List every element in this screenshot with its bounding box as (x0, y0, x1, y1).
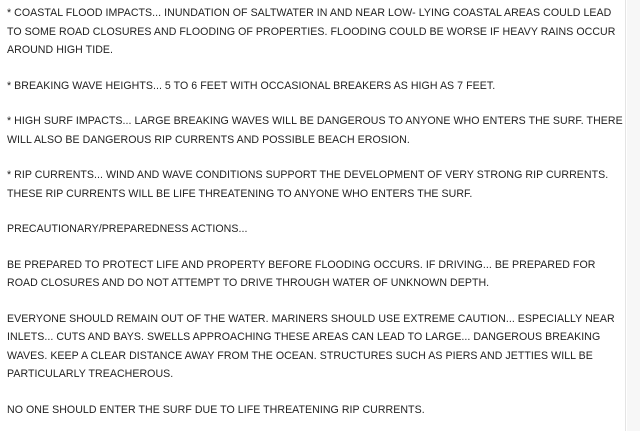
page-margin-strip (627, 0, 640, 431)
water-safety-paragraph: EVERYONE SHOULD REMAIN OUT OF THE WATER. MARINERS SHOULD USE EXTREME CAUTION... ESPECIALLY NEAR INLETS... CUTS AND BAYS. SWELLS APPROACHING THESE AREAS CAN LEAD TO LARGE... DANGEROUS BREAKING WAVES. KEEP A CLEAR DISTANCE AWAY FROM THE OCEAN. STRUCTURES SUCH AS PIERS AND JETTIES WILL BE PARTICULARLY TREACHEROUS. (7, 312, 618, 380)
rip-current-warning-paragraph: NO ONE SHOULD ENTER THE SURF DUE TO LIFE THREATENING RIP CURRENTS. (7, 403, 425, 416)
high-surf-impacts-paragraph: * HIGH SURF IMPACTS... LARGE BREAKING WAVES WILL BE DANGEROUS TO ANYONE WHO ENTERS THE SURF. THERE WILL ALSO BE DANGEROUS RIP CURRENTS AND POSSIBLE BEACH EROSION. (7, 115, 626, 146)
rip-currents-paragraph: * RIP CURRENTS... WIND AND WAVE CONDITIONS SUPPORT THE DEVELOPMENT OF VERY STRONG RIP CURRENTS. THESE RIP CURRENTS WILL BE LIFE THREATENING TO ANYONE WHO ENTERS THE SURF. (7, 169, 612, 200)
flooding-preparedness-paragraph: BE PREPARED TO PROTECT LIFE AND PROPERTY BEFORE FLOODING OCCURS. IF DRIVING... BE PREPARED FOR ROAD CLOSURES AND DO NOT ATTEMPT TO DRIVE THROUGH WATER OF UNKNOWN DEPTH. (7, 258, 599, 289)
precautionary-actions-heading: PRECAUTIONARY/PREPAREDNESS ACTIONS... (7, 223, 248, 235)
breaking-wave-heights-paragraph: * BREAKING WAVE HEIGHTS... 5 TO 6 FEET WITH OCCASIONAL BREAKERS AS HIGH AS 7 FEET. (7, 79, 496, 92)
coastal-flood-impacts-paragraph: * COASTAL FLOOD IMPACTS... INUNDATION OF SALTWATER IN AND NEAR LOW- LYING COASTAL AREAS COULD LEAD TO SOME ROAD CLOSURES AND FLOODING OF PROPERTIES. FLOODING COULD BE WORSE IF HEAVY RAINS OCCUR AROUND HIGH TIDE. (7, 7, 618, 56)
